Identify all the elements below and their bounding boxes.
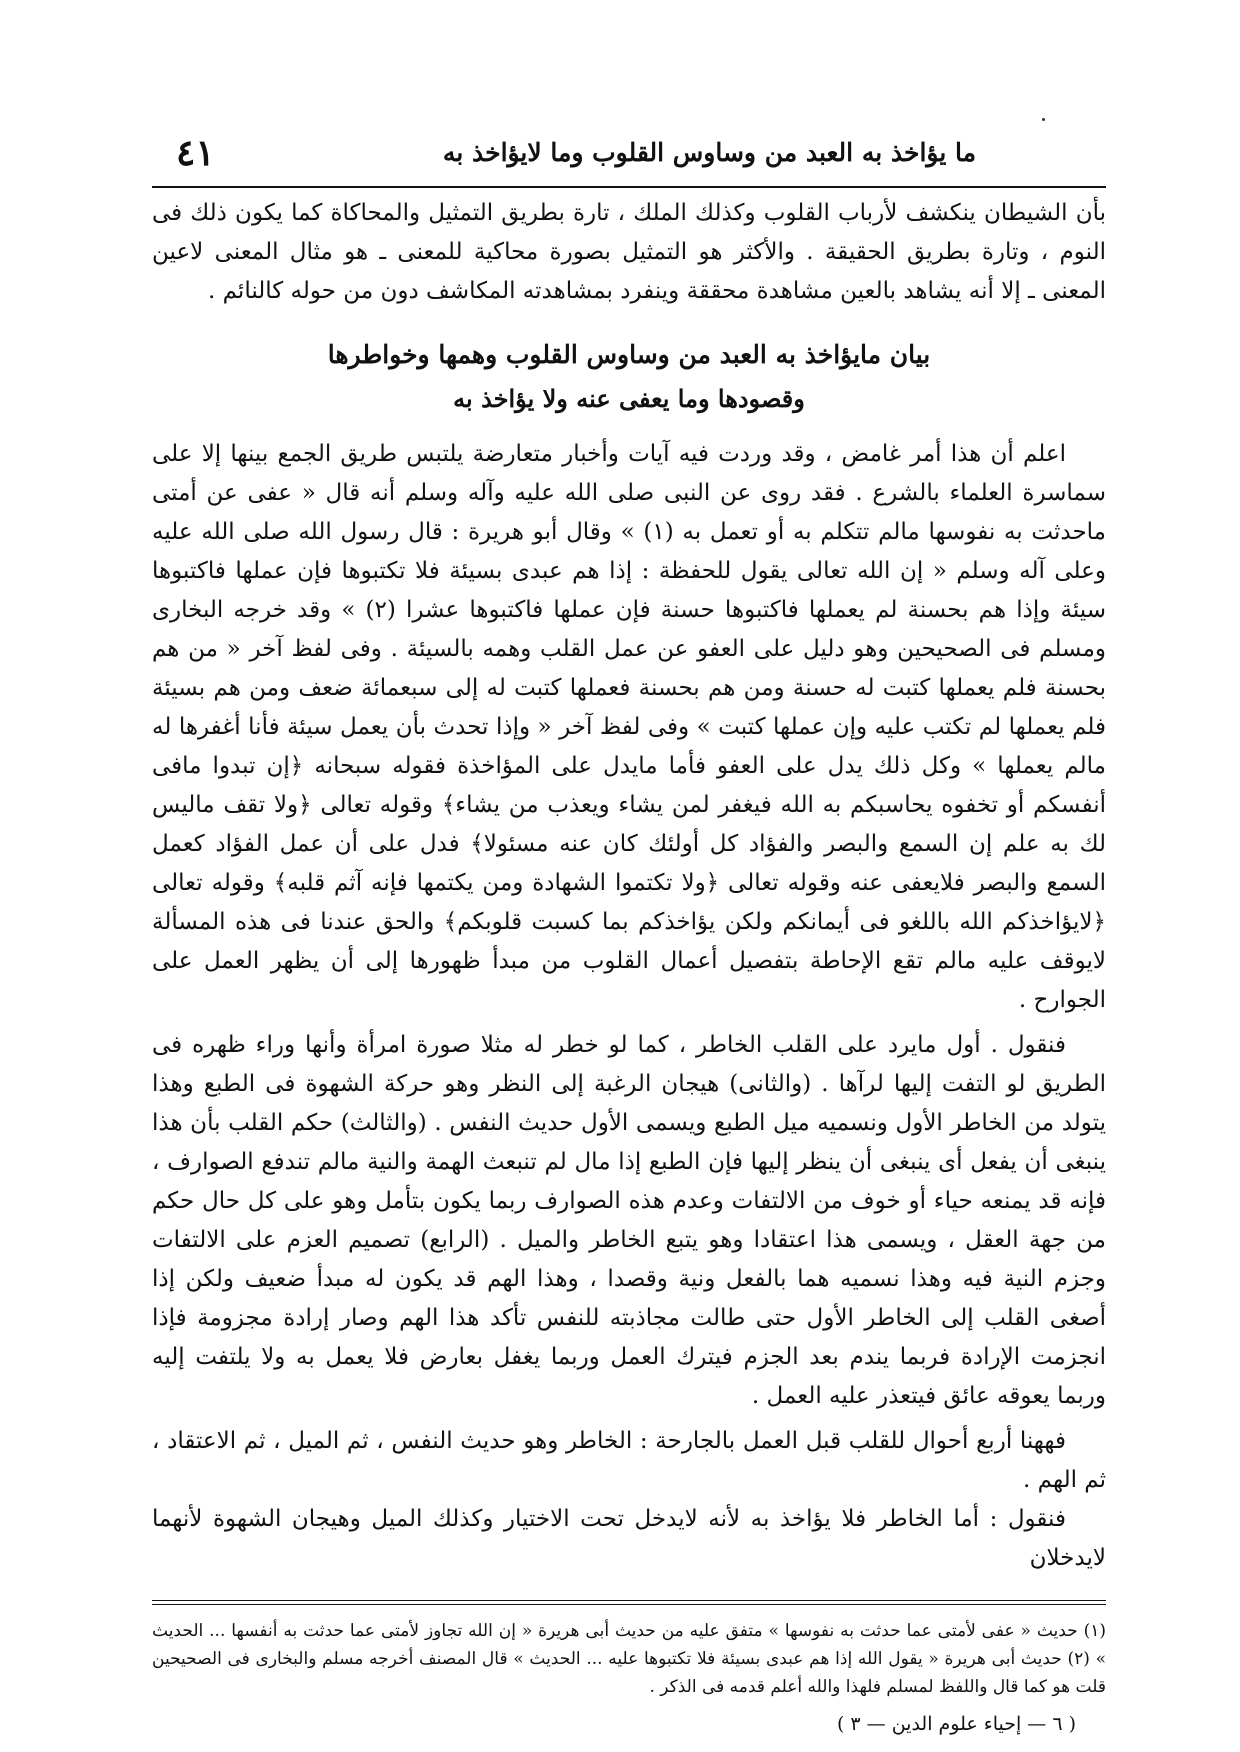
- footnote-text: (١) حديث « عفى لأمتى عما حدثت به نفوسها » متفق عليه من حديث أبى هريرة « إن الله تجاوز لأمتى عما حدثت به أنفسها ... الحديث » (٢) حديث أبى هريرة « يقول الله إذا هم عبدى بسيئة فلا تكتبوها عليه ... الحديث » قال المصنف أخرجه مسلم والبخارى فى الصحيحين قلت هو كما قال واللفظ لمسلم فلهذا والله أعلم قدمه فى الذكر .: [152, 1621, 1107, 1697]
- body-paragraph-1: اعلم أن هذا أمر غامض ، وقد وردت فيه آيات وأخبار متعارضة يلتبس طريق الجمع بينها إلا على سماسرة العلماء بالشرع . فقد روى عن النبى صلى الله عليه وآله وسلم أنه قال « عفى عن أمتى ماحدثت به نفوسها مالم تتكلم به أو تعمل به (١) » وقال أبو هريرة : قال رسول الله صلى الله عليه وعلى آله وسلم « إن الله تعالى يقول للحفظة : إذا هم عبدى بسيئة فلا تكتبوها فإن عملها فاكتبوها سيئة وإذا هم بحسنة لم يعملها فاكتبوها حسنة فإن عملها فاكتبوها عشرا (٢) » وقد خرجه البخارى ومسلم فى الصحيحين وهو دليل على العفو عن عمل القلب وهمه بالسيئة . وفى لفظ آخر « من هم بحسنة فلم يعملها كتبت له حسنة ومن هم بحسنة فعملها كتبت له إلى سبعمائة ضعف ومن هم بسيئة فلم يعملها لم تكتب عليه وإن عملها كتبت » وفى لفظ آخر « وإذا تحدث بأن يعمل سيئة فأنا أغفرها له مالم يعملها » وكل ذلك يدل على العفو فأما مايدل على المؤاخذة فقوله سبحانه ﴿إن تبدوا مافى أنفسكم أو تخفوه يحاسبكم به الله فيغفر لمن يشاء ويعذب من يشاء﴾ وقوله تعالى ﴿ولا تقف ماليس لك به علم إن السمع والبصر والفؤاد كل أولئك كان عنه مسئولا﴾ فدل على أن عمل الفؤاد كعمل السمع والبصر فلايعفى عنه وقوله تعالى ﴿ولا تكتموا الشهادة ومن يكتمها فإنه آثم قلبه﴾ وقوله تعالى ﴿لايؤاخذكم الله باللغو فى أيمانكم ولكن يؤاخذكم بما كسبت قلوبكم﴾ والحق عندنا فى هذه المسألة لايوقف عليه مالم تقع الإحاطة بتفصيل أعمال القلوب من مبدأ ظهورها إلى أن يظهر العمل على الجوارح .: [152, 441, 1106, 1013]
- separator-rule-bottom: [152, 1604, 1106, 1605]
- section-heading-line1: بيان مايؤاخذ به العبد من وساوس القلوب وهمها وخواطرها: [327, 340, 931, 369]
- print-signature: ( ٦ — إحياء علوم الدين — ٣ ): [836, 1713, 1076, 1735]
- footnotes: [152, 1617, 1106, 1701]
- intro-paragraph: بأن الشيطان ينكشف لأرباب القلوب وكذلك الملك ، تارة بطريق التمثيل والمحاكاة كما يكون ذلك فى النوم ، وتارة بطريق الحقيقة . والأكثر هو التمثيل بصورة محاكية للمعنى ـ هو مثال المعنى لاعين المعنى ـ إلا أنه يشاهد بالعين مشاهدة محققة وينفرد بمشاهدته المكاشف دون من حوله كالنائم .: [152, 200, 1106, 304]
- page-speck: [1042, 118, 1045, 121]
- body-paragraph-2: فنقول . أول مايرد على القلب الخاطر ، كما لو خطر له مثلا صورة امرأة وأنها وراء ظهره فى الطريق لو التفت إليها لرآها . (والثانى) هيجان الرغبة إلى النظر وهو حركة الشهوة فى الطبع وهذا يتولد من الخاطر الأول ونسميه ميل الطبع ويسمى الأول حديث النفس . (والثالث) حكم القلب بأن هذا ينبغى أن يفعل أى ينبغى أن ينظر إليها فإن الطبع إذا مال لم تنبعث الهمة والنية مالم تندفع الصوارف ، فإنه قد يمنعه حياء أو خوف من الالتفات وعدم هذه الصوارف ربما يكون بتأمل وهو على كل حال حكم من جهة العقل ، ويسمى هذا اعتقادا وهو يتبع الخاطر والميل . (الرابع) تصميم العزم على الالتفات وجزم النية فيه وهذا نسميه هما بالفعل ونية وقصدا ، وهذا الهم قد يكون له مبدأ ضعيف ولكن إذا أصغى القلب إلى الخاطر الأول حتى طالت مجاذبته للنفس تأكد هذا الهم وصار إرادة مجزومة فإذا انجزمت الإرادة فربما يندم بعد الجزم فيترك العمل وربما يغفل بعارض فلا يعمل به ولا يلتفت إليه وربما يعوقه عائق فيتعذر عليه العمل .: [152, 1032, 1106, 1409]
- separator-rule-top: [152, 1600, 1106, 1601]
- body-paragraph-4: فنقول : أما الخاطر فلا يؤاخذ به لأنه لايدخل تحت الاختيار وكذلك الميل وهيجان الشهوة لأنهما لايدخلان: [152, 1506, 1106, 1571]
- page-number: ٤١: [176, 132, 215, 174]
- running-header-title: ما يؤاخذ به العبد من وساوس القلوب وما لايؤاخذ به: [442, 138, 976, 167]
- body-paragraph-3: فههنا أربع أحوال للقلب قبل العمل بالجارحة : الخاطر وهو حديث النفس ، ثم الميل ، ثم الاعتقاد ، ثم الهم .: [152, 1428, 1106, 1493]
- section-heading-line2: وقصودها وما يعفى عنه ولا يؤاخذ به: [453, 384, 805, 413]
- document-page: [152, 130, 1106, 1739]
- running-header: [152, 130, 1106, 188]
- footnote-separator: [152, 1600, 1106, 1605]
